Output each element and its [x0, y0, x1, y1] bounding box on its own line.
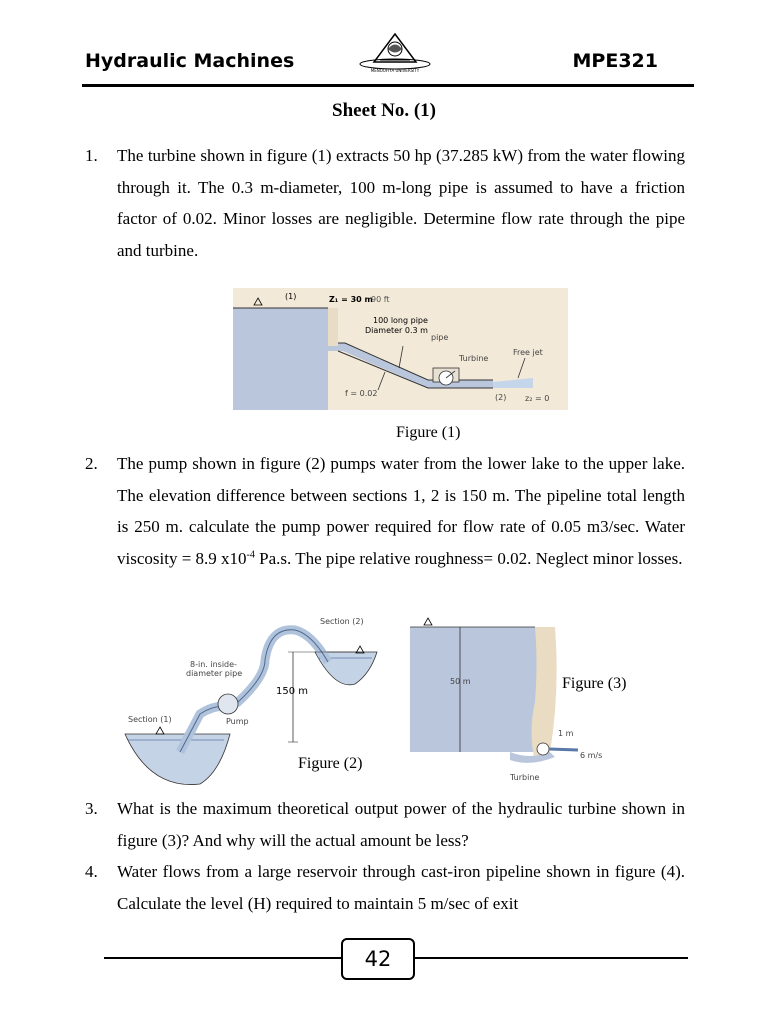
- svg-text:50 m: 50 m: [450, 677, 471, 686]
- figure-1-caption: Figure (1): [396, 424, 461, 441]
- svg-text:150 m: 150 m: [276, 686, 309, 697]
- svg-text:diameter pipe: diameter pipe: [186, 669, 243, 678]
- footer-rule-left: [104, 957, 342, 959]
- question-1: [85, 140, 685, 266]
- question-number: 1.: [85, 146, 98, 165]
- svg-text:Turbine: Turbine: [459, 354, 489, 363]
- svg-text:MENOUFIYA UNIVERSITY: MENOUFIYA UNIVERSITY: [370, 68, 420, 73]
- svg-text:Section (2): Section (2): [320, 617, 364, 626]
- svg-text:Diameter 0.3 m: Diameter 0.3 m: [365, 326, 428, 335]
- svg-text:Section (1): Section (1): [128, 715, 172, 724]
- question-text: Water flows from a large reservoir through cast-iron pipeline shown in figure (4). Calculate the level (H) required to maintain 5 m/sec of exit: [117, 862, 685, 913]
- figure-1-turbine-diagram: [233, 288, 568, 410]
- course-code: MPE321: [572, 50, 658, 72]
- svg-text:Z₁ = 30 m: Z₁ = 30 m: [329, 295, 373, 304]
- sheet-title: Sheet No. (1): [332, 100, 436, 121]
- footer-rule-right: [410, 957, 688, 959]
- header-rule: [82, 84, 694, 87]
- svg-text:Free jet: Free jet: [513, 348, 543, 357]
- svg-text:pipe: pipe: [431, 333, 449, 342]
- question-text: What is the maximum theoretical output power of the hydraulic turbine shown in figure (3)? And why will the actual amount be less?: [117, 799, 685, 850]
- question-number: 4.: [85, 862, 98, 881]
- course-title: Hydraulic Machines: [85, 50, 295, 72]
- question-text: The turbine shown in figure (1) extracts 50 hp (37.285 kW) from the water flowing through it. The 0.3 m-diameter, 100 m-long pipe is assumed to have a friction factor of 0.02. Minor losses are negligible. Determine flow rate through the pipe and turbine.: [117, 146, 685, 260]
- svg-text:Pump: Pump: [226, 717, 249, 726]
- page-number: 42: [341, 938, 415, 980]
- svg-text:100 long pipe: 100 long pipe: [373, 316, 428, 325]
- question-4: [85, 856, 685, 919]
- figure-3-caption: Figure (3): [562, 675, 627, 692]
- svg-text:(2): (2): [495, 393, 507, 402]
- university-logo: [358, 32, 432, 78]
- svg-text:f = 0.02: f = 0.02: [345, 389, 378, 398]
- svg-text:(1): (1): [285, 292, 297, 301]
- svg-text:1 m: 1 m: [558, 729, 574, 738]
- svg-text:8-in. inside-: 8-in. inside-: [190, 660, 237, 669]
- figure-2-caption: Figure (2): [298, 755, 363, 772]
- question-number: 3.: [85, 799, 98, 818]
- figure-3-turbine-diagram: [410, 612, 610, 787]
- question-text: The pump shown in figure (2) pumps water from the lower lake to the upper lake. The elevation difference between sections 1, 2 is 150 m. The pipeline total length is 250 m. calculate the pump power required for flow rate of 0.05 m3/sec. Water viscosity = 8.9 $x10^{-4}$ Pa.s. The pipe relative roughness= 0.02. Neglect minor losses.: [117, 454, 685, 568]
- svg-text:Turbine: Turbine: [510, 773, 540, 782]
- question-number: 2.: [85, 454, 98, 473]
- question-3: [85, 793, 685, 856]
- svg-text:z₂ = 0: z₂ = 0: [525, 394, 550, 403]
- question-2: [85, 448, 685, 574]
- svg-text:90 ft: 90 ft: [371, 295, 390, 304]
- svg-text:6 m/s: 6 m/s: [580, 751, 603, 760]
